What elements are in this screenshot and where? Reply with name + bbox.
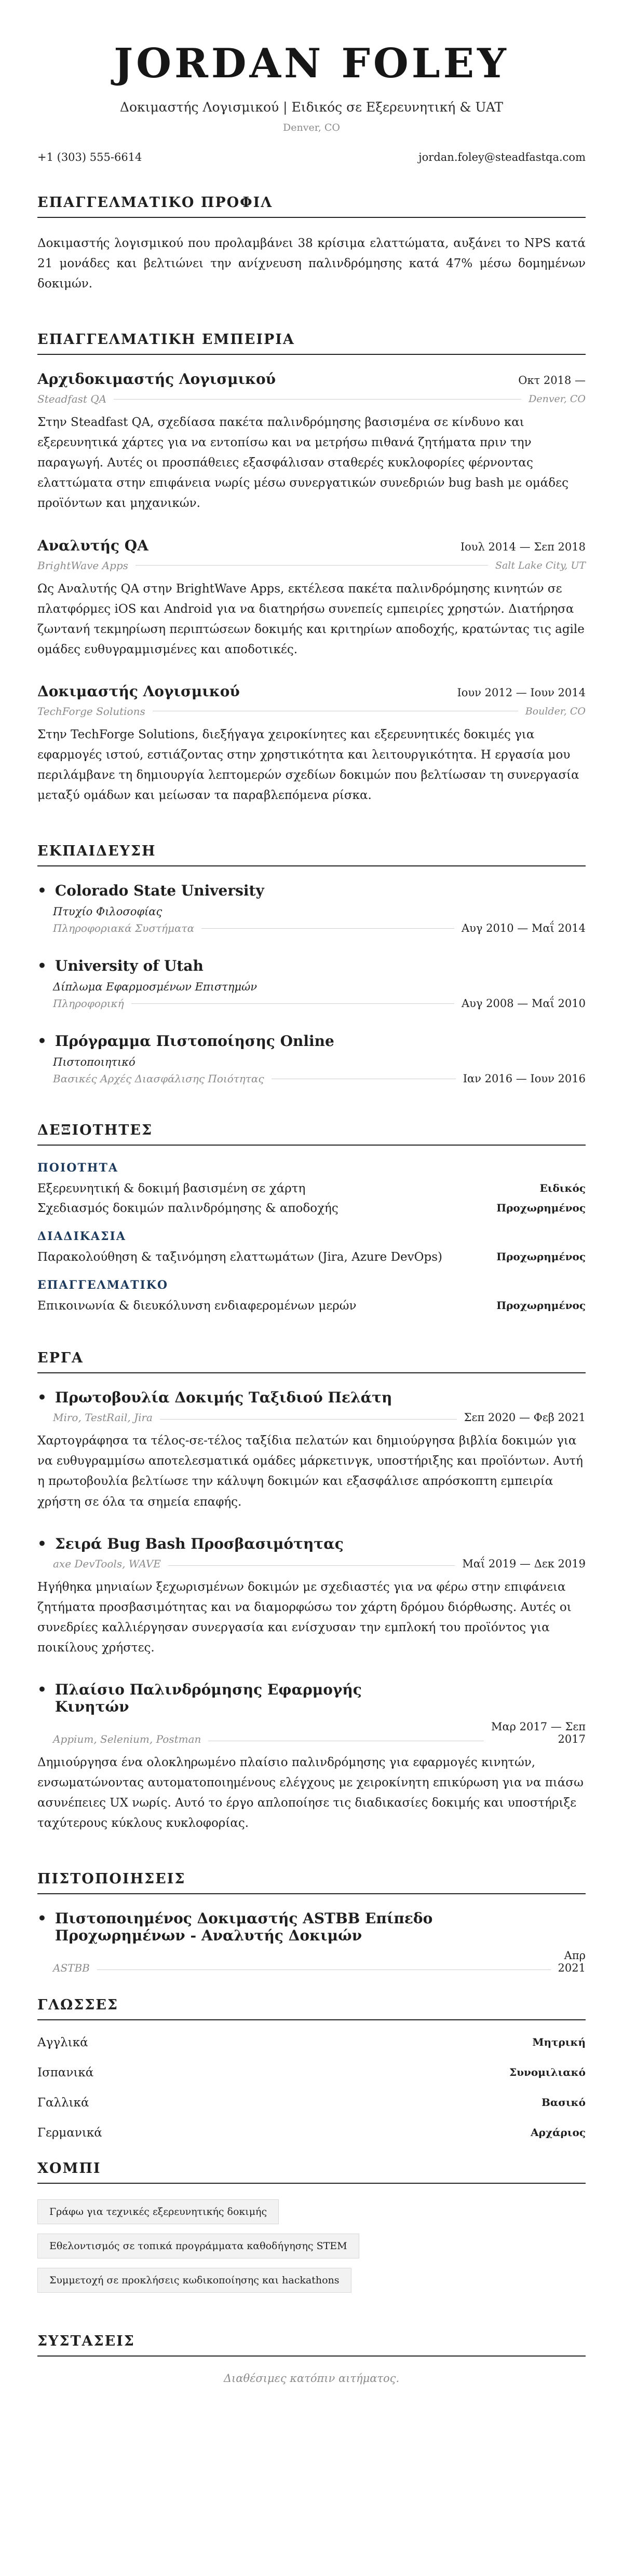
email: jordan.foley@steadfastqa.com bbox=[418, 150, 586, 163]
language-name: Γερμανικά bbox=[37, 2126, 102, 2140]
divider bbox=[168, 1565, 455, 1566]
profile-text: Δοκιμαστής λογισμικού που προλαμβάνει 38 κρίσιμα ελαττώματα, αυξάνει το NPS κατά 21 μονάδες και βελτιώνει την ανίχνευση παλινδρόμησης κατά 47% μέσω δομημένων δοκιμών. bbox=[37, 236, 586, 291]
school-name: Πρόγραμμα Πιστοποίησης Online bbox=[55, 1032, 334, 1050]
section-title: ΓΛΩΣΣΕΣ bbox=[37, 1997, 586, 2020]
language-level: Βασικό bbox=[541, 2096, 586, 2109]
references-section bbox=[37, 2333, 586, 2385]
job-description: Ως Αναλυτής QA στην BrightWave Apps, εκτέλεσα πακέτα παλινδρόμησης κινητών σε πλατφόρμες iOS και Android για να διατηρήσω συνεπείς εμπειρίες χρηστών. Διατήρησα ζωντανή τεκμηρίωση περιπτώσεων δοκιμής και κριτηρίων αποδοχής, κρατώντας τις agile ομάδες ευθυγραμμισμένες και αποδοτικές. bbox=[37, 582, 585, 656]
project-entry bbox=[37, 1389, 586, 1512]
education-entry bbox=[37, 957, 586, 1010]
project-name-line: Κινητών bbox=[55, 1698, 129, 1716]
phone: +1 (303) 555-6614 bbox=[37, 150, 142, 163]
language-level: Συνομιλιακό bbox=[509, 2066, 586, 2079]
divider bbox=[131, 1003, 454, 1004]
date-line: Απρ bbox=[564, 1949, 586, 1962]
section-title: ΕΠΑΓΓΕΛΜΑΤΙΚΗ ΕΜΠΕΙΡΙΑ bbox=[37, 332, 586, 355]
certification-name bbox=[55, 1910, 432, 1944]
project-entry bbox=[37, 1681, 586, 1834]
divider bbox=[201, 928, 454, 929]
experience-entry bbox=[37, 683, 586, 806]
job-location: Boulder, CO bbox=[525, 705, 586, 717]
skill-label: Εξερευνητική & δοκιμή βασισμένη σε χάρτη bbox=[37, 1182, 306, 1196]
project-name: Σειρά Bug Bash Προσβασιμότητας bbox=[55, 1535, 344, 1552]
project-dates: Μαΐ 2019 — Δεκ 2019 bbox=[462, 1557, 586, 1570]
company: BrightWave Apps bbox=[37, 559, 128, 572]
section-title: ΕΡΓΑ bbox=[37, 1350, 586, 1373]
skill-level: Ειδικός bbox=[539, 1182, 586, 1195]
project-name bbox=[55, 1681, 362, 1715]
language-row bbox=[37, 2126, 586, 2140]
hobbies-section bbox=[37, 2160, 586, 2302]
resume-header bbox=[37, 0, 586, 163]
company: Steadfast QA bbox=[37, 393, 107, 406]
date-line: 2017 bbox=[558, 1733, 586, 1746]
certification-entry bbox=[37, 1910, 586, 1974]
job-description: Στην TechForge Solutions, διεξήγαγα χειροκίνητες και εξερευνητικές δοκιμές για εφαρμογές ιστού, εστιάζοντας στην χρηστικότητα και λειτουργικότητα. Η εργασία μου περιλάμβανε τη δημιουργία λεπτομερών σχεδίων δοκιμών που βελτίωσαν τη συνεργασία μεταξύ ομάδων και μείωσαν τα παραβλεπόμενα ρίσκα. bbox=[37, 727, 579, 803]
cert-name-line: Πιστοποιημένος Δοκιμαστής ASTBB Επίπεδο bbox=[55, 1910, 433, 1927]
project-entry bbox=[37, 1535, 586, 1658]
education-dates: Αυγ 2010 — Μαΐ 2014 bbox=[462, 922, 586, 935]
company: TechForge Solutions bbox=[37, 705, 145, 718]
candidate-name: JORDAN FOLEY bbox=[114, 40, 509, 87]
job-dates: Ιουν 2012 — Ιουν 2014 bbox=[457, 686, 586, 699]
language-name: Αγγλικά bbox=[37, 2036, 88, 2050]
language-level: Μητρική bbox=[532, 2036, 586, 2049]
project-description: Δημιούργησα ένα ολοκληρωμένο πλαίσιο παλινδρόμησης για εφαρμογές κινητών, ενσωματώνοντας αυτοματοποιημένους ελέγχους με χειροκίνητη επικύρωση για να πιάσω ασυνέπειες UX νωρίς. Αυτό το έργο απλοποίησε τις διαδικασίες δοκιμής και υποστήριξε ταχύτερους κύκλους κυκλοφορίας. bbox=[37, 1756, 584, 1830]
project-description: Ηγήθηκα μηνιαίων ξεχωρισμένων δοκιμών με σχεδιαστές για να φέρω στην επιφάνεια ζητήματα προσβασιμότητας και να διαμορφώσω τον χάρτη δρόμου διόρθωσης. Αυτές οι συνεδρίες καλλιέργησαν συνεργασία και ενίσχυσαν την εμπλοκή του προϊόντος για ποικίλους χρήστες. bbox=[37, 1580, 572, 1655]
education-entry bbox=[37, 1032, 586, 1085]
section-title: ΔΕΞΙΟΤΗΤΕΣ bbox=[37, 1122, 586, 1146]
experience-section bbox=[37, 332, 586, 806]
language-level: Αρχάριος bbox=[531, 2126, 586, 2139]
divider bbox=[97, 1969, 551, 1970]
references-text: Διαθέσιμες κατόπιν αιτήματος. bbox=[223, 2372, 400, 2385]
bullet-icon: • bbox=[37, 1389, 47, 1407]
skill-category: ΠΟΙΟΤΗΤΑ bbox=[37, 1161, 118, 1175]
experience-entry bbox=[37, 537, 586, 660]
location: Denver, CO bbox=[283, 121, 340, 133]
certification-issuer: ASTBB bbox=[53, 1962, 90, 1975]
project-dates bbox=[491, 1720, 586, 1745]
projects-section bbox=[37, 1350, 586, 1834]
profile-section bbox=[37, 195, 586, 294]
job-title: Δοκιμαστής Λογισμικού bbox=[37, 682, 240, 700]
skill-row bbox=[37, 1202, 586, 1215]
bullet-icon: • bbox=[37, 1681, 47, 1699]
section-title: ΕΚΠΑΙΔΕΥΣΗ bbox=[37, 843, 586, 866]
hobby-tag: Εθελοντισμός σε τοπικά προγράμματα καθοδήγησης STEM bbox=[37, 2234, 359, 2258]
contact-row bbox=[37, 151, 586, 163]
bullet-icon: • bbox=[37, 1535, 47, 1552]
skill-category: ΔΙΑΔΙΚΑΣΙΑ bbox=[37, 1230, 126, 1244]
skill-level: Προχωρημένος bbox=[496, 1202, 586, 1215]
project-name-line: Πλαίσιο Παλινδρόμησης Εφαρμογής bbox=[55, 1681, 362, 1699]
bullet-icon: • bbox=[37, 882, 47, 900]
project-tech: Appium, Selenium, Postman bbox=[53, 1733, 201, 1746]
job-dates: Ιουλ 2014 — Σεπ 2018 bbox=[460, 540, 586, 553]
education-dates: Αυγ 2008 — Μαΐ 2010 bbox=[462, 997, 586, 1010]
section-title: ΕΠΑΓΓΕΛΜΑΤΙΚΟ ΠΡΟΦΙΛ bbox=[37, 195, 586, 218]
language-name: Γαλλικά bbox=[37, 2096, 89, 2110]
skill-category: ΕΠΑΓΓΕΛΜΑΤΙΚΟ bbox=[37, 1278, 169, 1292]
headline: Δοκιμαστής Λογισμικού | Ειδικός σε Εξερευνητική & UAT bbox=[119, 99, 504, 115]
job-location: Salt Lake City, UT bbox=[495, 559, 586, 571]
certification-date bbox=[558, 1949, 586, 1974]
section-title: ΣΥΣΤΑΣΕΙΣ bbox=[37, 2333, 586, 2357]
skill-label: Επικοινωνία & διευκόλυνση ενδιαφερομένων μερών bbox=[37, 1299, 357, 1313]
job-title: Αναλυτής QA bbox=[37, 536, 148, 554]
skill-label: Σχεδιασμός δοκιμών παλινδρόμησης & αποδοχής bbox=[37, 1202, 338, 1216]
skill-level: Προχωρημένος bbox=[496, 1299, 586, 1312]
field-of-study: Πληροφοριακά Συστήματα bbox=[53, 922, 195, 935]
bullet-icon: • bbox=[37, 1032, 47, 1050]
job-title: Αρχιδοκιμαστής Λογισμικού bbox=[37, 370, 276, 388]
degree: Πιστοποιητικό bbox=[53, 1056, 136, 1069]
skill-label: Παρακολούθηση & ταξινόμηση ελαττωμάτων (Jira, Azure DevOps) bbox=[37, 1250, 442, 1264]
field-of-study: Βασικές Αρχές Διασφάλισης Ποιότητας bbox=[53, 1072, 264, 1085]
project-dates: Σεπ 2020 — Φεβ 2021 bbox=[464, 1411, 586, 1424]
education-section bbox=[37, 843, 586, 1085]
job-dates: Οκτ 2018 — bbox=[518, 374, 586, 387]
project-tech: Miro, TestRail, Jira bbox=[53, 1411, 153, 1424]
education-dates: Ιαν 2016 — Ιουν 2016 bbox=[463, 1072, 586, 1085]
skills-section bbox=[37, 1122, 586, 1313]
field-of-study: Πληροφορική bbox=[53, 997, 124, 1010]
education-entry bbox=[37, 882, 586, 934]
project-description: Χαρτογράφησα τα τέλος-σε-τέλος ταξίδια πελατών και δημιούργησα βιβλία δοκιμών για να ευθυγραμμίσω αποτελεσματικά ομάδες μάρκετινγκ, υποστήριξης και προϊόντων. Αυτή η πρωτοβουλία βελτίωσε την κάλυψη δοκιμών και εξασφάλισε απρόσκοπτη εμπειρία χρήστη σε όλα τα σημεία επαφής. bbox=[37, 1434, 583, 1509]
divider bbox=[114, 399, 521, 400]
language-row bbox=[37, 2066, 586, 2079]
certifications-section bbox=[37, 1871, 586, 1974]
section-title: ΧΟΜΠΙ bbox=[37, 2160, 586, 2184]
language-row bbox=[37, 2096, 586, 2110]
school-name: University of Utah bbox=[55, 957, 204, 975]
job-location: Denver, CO bbox=[529, 393, 586, 405]
job-description: Στην Steadfast QA, σχεδίασα πακέτα παλινδρόμησης βασισμένα σε κίνδυνο και εξερευνητικά χάρτες για να εντοπίσω και να μετρήσω πιθανά ζητήματα πριν την παραγωγή. Αυτές οι προσπάθειες εξασφάλισαν σταθερές κυκλοφορίες φέρνοντας ελαττώματα στην επιφάνεια νωρίς μέσω συνεργατικών συνεδριών bug bash με ομάδες προϊόντων και μηχανικών. bbox=[37, 416, 568, 511]
skill-row bbox=[37, 1182, 586, 1195]
section-title: ΠΙΣΤΟΠΟΙΗΣΕΙΣ bbox=[37, 1871, 586, 1894]
divider bbox=[160, 1419, 457, 1420]
cert-name-line: Προχωρημένων - Αναλυτής Δοκιμών bbox=[55, 1927, 362, 1945]
bullet-icon: • bbox=[37, 1910, 47, 1927]
skill-row bbox=[37, 1250, 586, 1264]
degree: Πτυχίο Φιλοσοφίας bbox=[53, 905, 162, 918]
hobby-tag: Συμμετοχή σε προκλήσεις κωδικοποίησης και hackathons bbox=[37, 2268, 351, 2293]
skill-row bbox=[37, 1299, 586, 1313]
experience-entry bbox=[37, 370, 586, 514]
hobby-tag: Γράφω για τεχνικές εξερευνητικής δοκιμής bbox=[37, 2199, 279, 2224]
school-name: Colorado State University bbox=[55, 882, 264, 900]
divider bbox=[136, 565, 488, 566]
bullet-icon: • bbox=[37, 957, 47, 975]
language-row bbox=[37, 2036, 586, 2049]
date-line: Μαρ 2017 — Σεπ bbox=[491, 1720, 586, 1733]
degree: Δίπλωμα Εφαρμοσμένων Επιστημών bbox=[53, 981, 258, 994]
date-line: 2021 bbox=[558, 1962, 586, 1975]
languages-section bbox=[37, 1997, 586, 2140]
skill-level: Προχωρημένος bbox=[496, 1250, 586, 1263]
project-tech: axe DevTools, WAVE bbox=[53, 1557, 161, 1570]
project-name: Πρωτοβουλία Δοκιμής Ταξιδιού Πελάτη bbox=[55, 1389, 392, 1407]
language-name: Ισπανικά bbox=[37, 2066, 94, 2080]
